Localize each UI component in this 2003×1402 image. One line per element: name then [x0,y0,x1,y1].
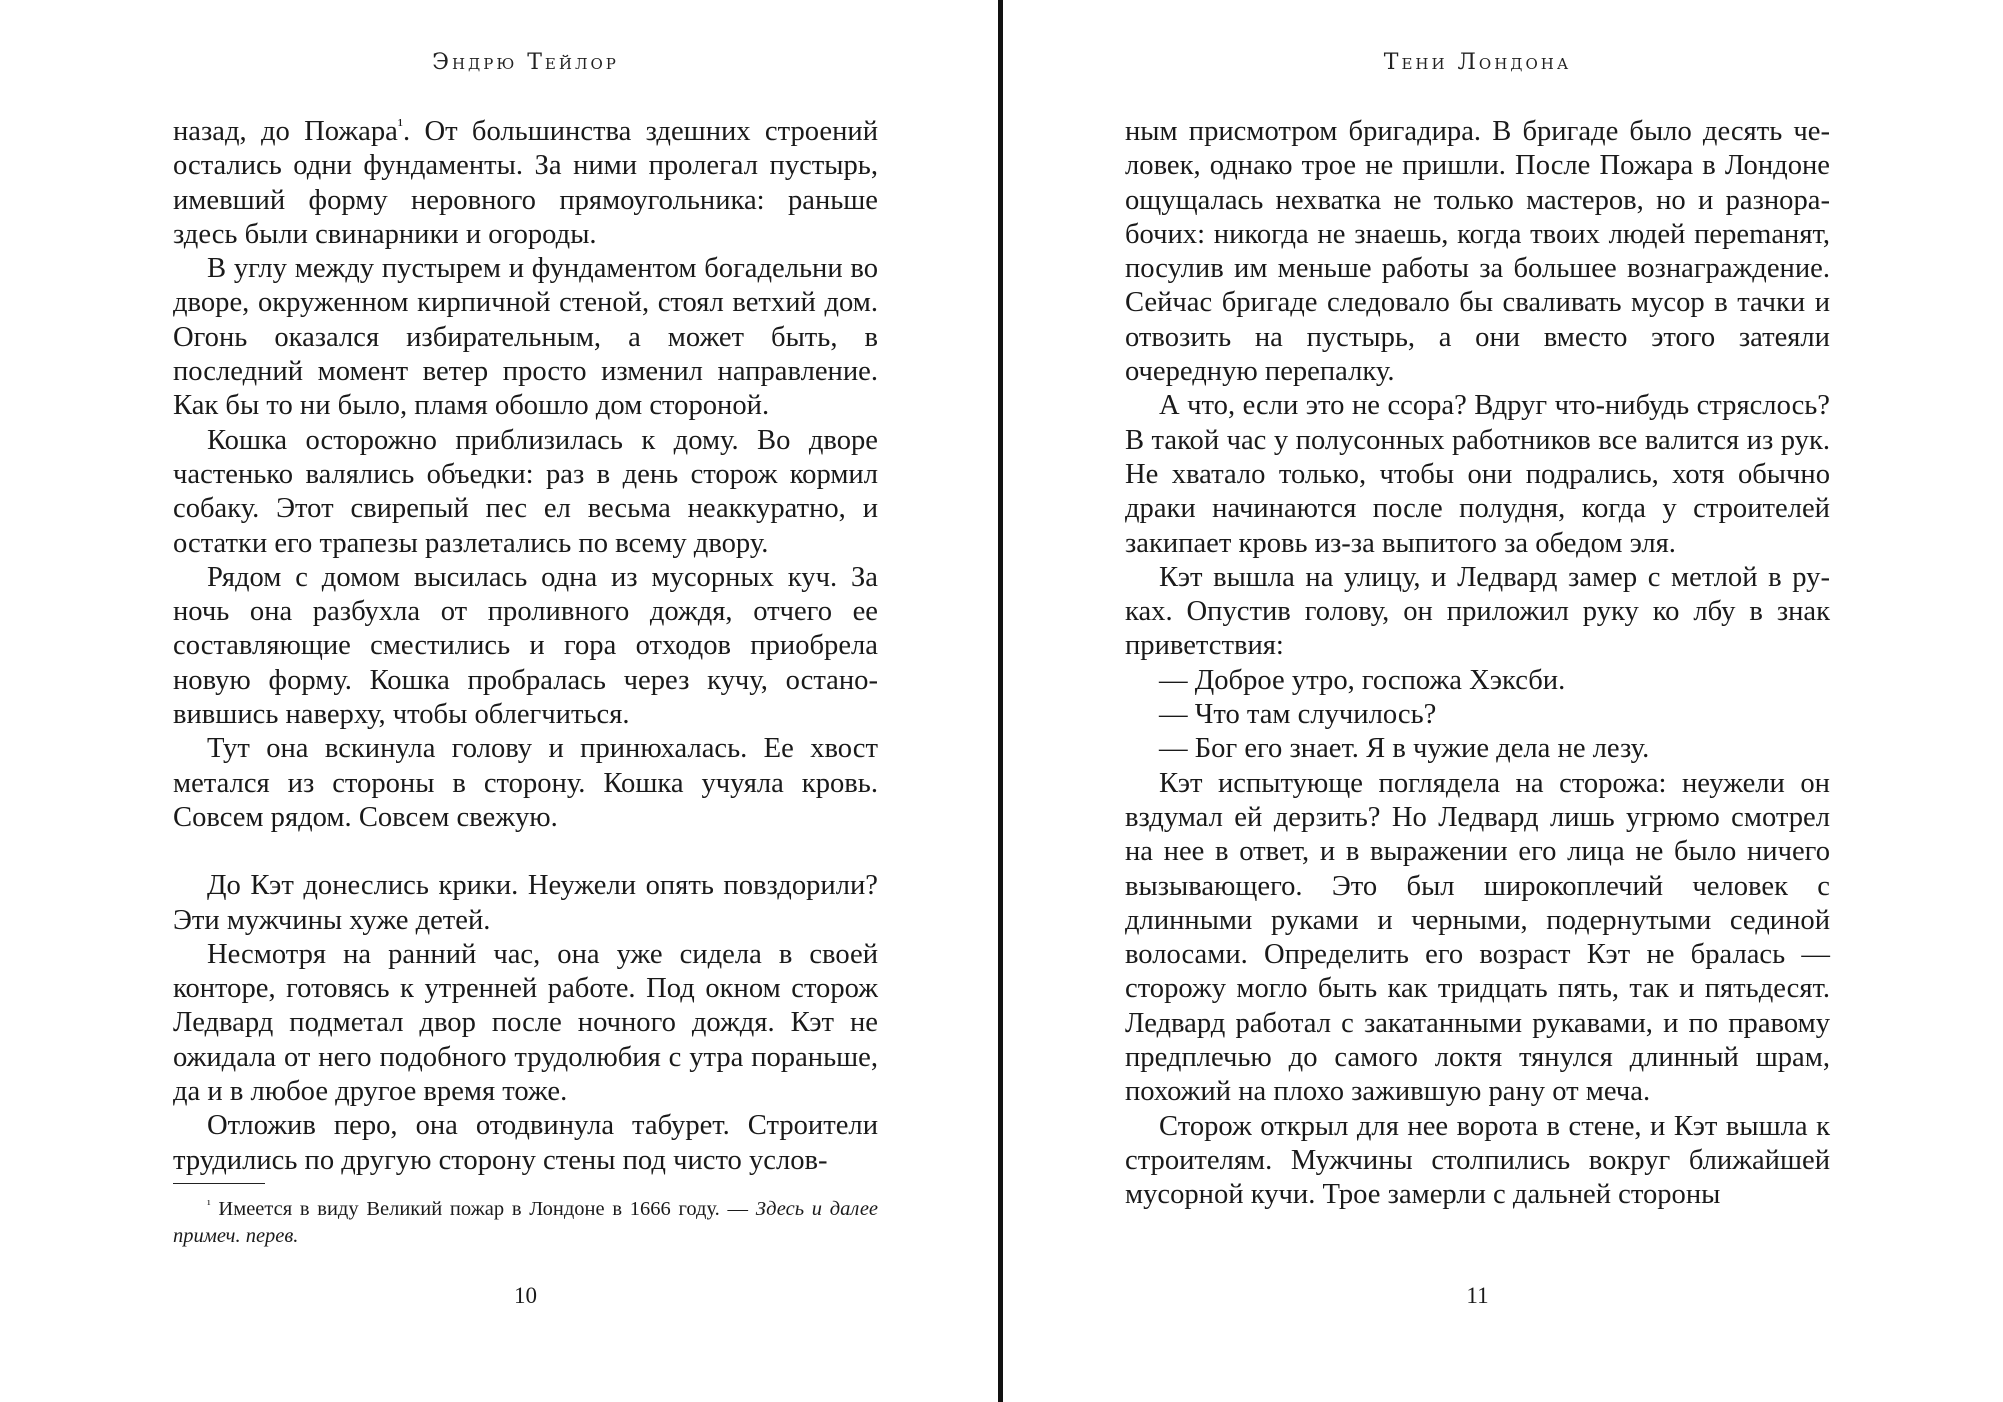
right-text-block [1125,115,1830,1213]
book-spine [998,0,1003,1402]
paragraph: ным присмотром бригадира. В бригаде было десять человек, однако трое не пришли. После Пожара в Лондоне ощущалась нехватка не только мастеров, но и разнорабочих: никогда не знаешь, когда твоих людей переmaнят, посулив им меньше работы за большее вознаграждение. Сейчас бригаде следовало бы сваливать мусор в тачки и отвозить на пустырь, а они вместо этого затеяли очередную перепалку. [1125,116,1830,388]
page-number: 11 [1466,1283,1489,1308]
paragraph: Рядом с домом высилась одна из мусорных куч. За ночь она разбухла от проливного дождя, отчего ее составляющие сместились и гора отходов приобрела новую форму. Кошка пробралась через кучу, остановившись наверху, чтобы облегчиться. [173,561,878,731]
left-text-block [173,115,878,1178]
dialogue-line: — Что там случилось? [1159,699,1437,731]
dialogue-line: — Доброе утро, госпожа Хэксби. [1159,664,1566,696]
left-page [0,0,1000,1402]
paragraph: Отложив перо, она отодвинула табурет. Строители трудились по другую сторону стены под чисто услов- [173,1110,878,1176]
footnote-note: Здесь и далее примеч. перев. [173,1198,879,1247]
paragraph-text: назад, до Пожара [173,116,398,147]
paragraph: До Кэт донеслись крики. Неужели опять повздорили? Эти мужчины хуже детей. [173,870,878,936]
paragraph: Сторож открыл для нее ворота в стене, и Кэт вышла к строителям. Мужчины столпились вокруг ближайшей мусорной кучи. Трое замерли с дальней стороны [1125,1110,1830,1211]
footnote-text: Имеется в виду Великий пожар в Лондоне в 1666 году. — [218,1198,749,1220]
paragraph: Тут она вскинула голову и принюхалась. Ее хвост метался из стороны в сторону. Кошка учуяла кровь. Совсем рядом. Совсем свежую. [173,733,878,833]
running-head-title: Тени Лондона [1383,50,1572,75]
page-number: 10 [514,1283,537,1308]
paragraph [173,115,878,252]
footnote-rule [173,1183,265,1184]
running-head-author: Эндрю Тейлор [432,50,619,75]
right-page [1004,0,2003,1402]
footnote-ref[interactable]: ¹ [397,115,403,135]
paragraph-text: . От большинства здешних строений остались одни фундаменты. За ними пролегал пустырь, имевший форму неровного прямоугольника: раньше здесь были свинарники и огороды. [173,116,878,250]
dialogue-line: — Бог его знает. Я в чужие дела не лезу. [1159,733,1650,765]
paragraph: Кэт испытующе поглядела на сторожа: неужели он вздумал ей дерзить? Но Ледвард лишь угрюмо смотрел на нее в ответ, и в выражении его лица не было ничего вызывающего. Это был широкоплечий человек с длинными руками и черными, подернутыми сединой волосами. Определить его возраст Кэт не бралась — сторожу могло быть как тридцать пять, так и пятьдесят. Ледвард работал с закатанными рукавами, и по правому предплечью до самого локтя тянулся длинный шрам, похожий на плохо зажившую рану от меча. [1125,767,1830,1108]
paragraph: А что, если это не ссора? Вдруг что-нибудь стряслось? В такой час у полусонных работников все валится из рук. Не хватало только, чтобы они подрались, хотя обычно драки начинаются после полудня, когда у строителей закипает кровь из-за выпитого за обедом эля. [1125,390,1830,559]
paragraph: Кошка осторожно приблизилась к дому. Во дворе частенько валялись объедки: раз в день сторож кормил собаку. Этот свирепый пес ел весьма неаккуратно, и остатки его трапезы разлетались по всему двору. [173,424,878,559]
paragraph: Несмотря на ранний час, она уже сидела в своей конторе, готовясь к утренней работе. Под окном сторож Ледвард подметал двор после ночного дождя. Кэт не ожидала от него подобного трудолюбия с утра пораньше, да и в любое другое время тоже. [173,938,878,1108]
footnote-marker: ¹ [207,1197,211,1212]
paragraph: В углу между пустырем и фундаментом богадельни во дворе, окруженном кирпичной стеной, стоял ветхий дом. Огонь оказался избирательным, а может быть, в последний момент ветер просто изменил направление. Как бы то ни было, пламя обошло дом стороной. [173,253,878,422]
footnote [173,1196,878,1250]
paragraph: Кэт вышла на улицу, и Ледвард замер с метлой в руках. Опустив голову, он приложил руку ко лбу в знак приветствия: [1125,561,1830,662]
